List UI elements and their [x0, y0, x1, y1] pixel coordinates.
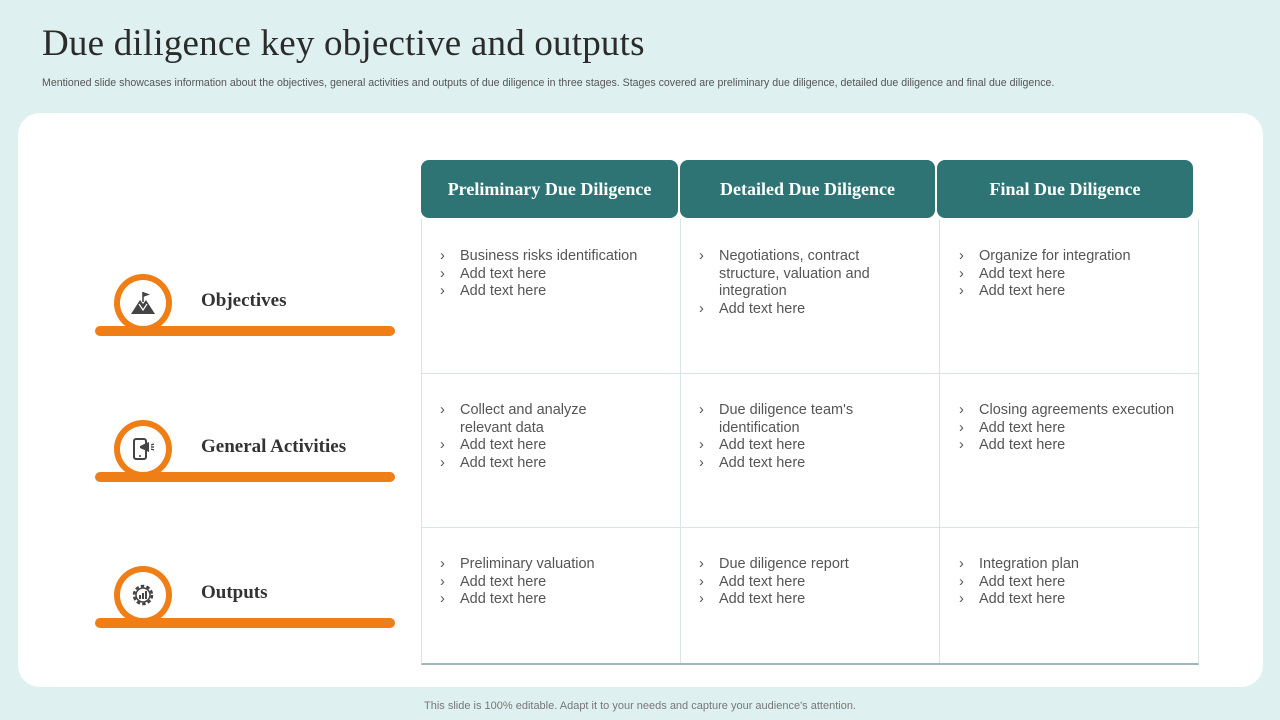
list-item: › Add text here [699, 437, 869, 455]
column-header-detailed: Detailed Due Diligence [680, 160, 935, 218]
column-header-preliminary: Preliminary Due Diligence [421, 160, 678, 218]
icon-ring [114, 420, 172, 478]
list-item: › Negotiations, contract structure, valuation and integration [699, 248, 879, 301]
row-divider [422, 373, 1198, 374]
list-item: › Business risks identification [440, 248, 680, 266]
row-label-outputs [95, 566, 395, 628]
list-item: › Add text here [699, 574, 939, 592]
table-cell [699, 402, 869, 472]
row-label-text: Objectives [201, 290, 287, 311]
list-item: › Add text here [959, 283, 1199, 301]
list-item: › Due diligence team's identification [699, 402, 869, 437]
list-item: › Integration plan [959, 556, 1199, 574]
column-divider [939, 219, 940, 663]
list-item: › Add text here [440, 266, 680, 284]
list-item: › Add text here [440, 437, 610, 455]
row-label-objectives [95, 274, 395, 336]
table-cell [440, 556, 680, 609]
page-title: Due diligence key objective and outputs [42, 23, 645, 64]
column-header-final: Final Due Diligence [937, 160, 1193, 218]
page-subtitle: Mentioned slide showcases information about the objectives, general activities and outputs of due diligence in three stages. Stages covered are preliminary due diligence, detailed due diligence and final due diligence. [42, 77, 1055, 89]
list-item: › Add text here [959, 437, 1199, 455]
table-cell [959, 248, 1199, 301]
table-cell [440, 402, 610, 472]
icon-ring [114, 566, 172, 624]
diligence-table [421, 219, 1199, 665]
list-item: › Add text here [959, 266, 1199, 284]
row-label-general-activities [95, 420, 395, 482]
table-cell [959, 556, 1199, 609]
list-item: › Add text here [699, 591, 939, 609]
list-item: › Add text here [959, 420, 1199, 438]
list-item: › Add text here [699, 455, 869, 473]
gear-chart-icon [129, 581, 157, 609]
footer-note: This slide is 100% editable. Adapt it to your needs and capture your audience's attention. [424, 700, 856, 712]
table-cell [440, 248, 680, 301]
list-item: › Add text here [440, 574, 680, 592]
list-item: › Preliminary valuation [440, 556, 680, 574]
row-label-text: Outputs [201, 582, 268, 603]
list-item: › Add text here [440, 283, 680, 301]
list-item: › Collect and analyze relevant data [440, 402, 610, 437]
list-item: › Add text here [959, 574, 1199, 592]
list-item: › Closing agreements execution [959, 402, 1199, 420]
row-divider [422, 527, 1198, 528]
table-cell [959, 402, 1199, 455]
list-item: › Due diligence report [699, 556, 939, 574]
list-item: › Add text here [699, 301, 879, 319]
icon-ring [114, 274, 172, 332]
list-item: › Add text here [440, 455, 610, 473]
column-divider [680, 219, 681, 663]
phone-megaphone-icon [130, 436, 156, 462]
mountain-flag-icon [129, 290, 157, 316]
table-cell [699, 556, 939, 609]
table-cell [699, 248, 879, 318]
list-item: › Add text here [440, 591, 680, 609]
row-label-text: General Activities [201, 436, 347, 457]
list-item: › Organize for integration [959, 248, 1199, 266]
list-item: › Add text here [959, 591, 1199, 609]
